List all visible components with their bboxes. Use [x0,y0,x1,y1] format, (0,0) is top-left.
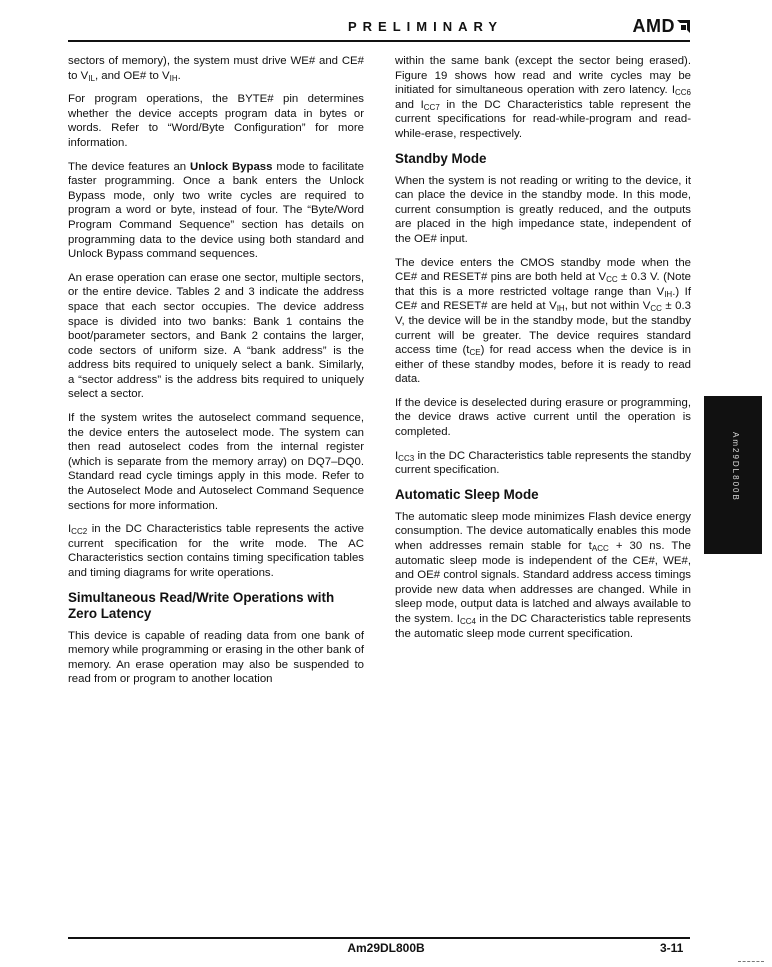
side-thumb-tab [704,396,762,554]
section-heading-sleep: Automatic Sleep Mode [395,486,539,502]
paragraph: The device enters the CMOS standby mode when the CE# and RESET# pins are both held at $V_{CC} \pm 0.3$ V. (Note that this is a more restricted voltage range than $V_{IH}$.) If CE# and RESET# are held at $V_{IH}$, but not within $V_{CC} \pm 0.3$ V, the device will be in the standby mode, but the standby current will be greater. The device requires standard access time $(t_{CE})$ for read access when the device is in either of these standby modes, before it is ready to read data. [395,256,691,386]
paragraph: within the same bank (except the sector being erased). Figure 19 shows how read and write cycles may be initiated for simultaneous operation with zero latency. $I_{CC6}$ and $I_{CC7}$ in the DC Characteristics table represent the current specifications for read-while-program and read-while-erase, respectively. [395,55,691,140]
footer-part-number: Am29DL800B [347,941,425,955]
unlock-bypass-term: Unlock Bypass [190,160,273,173]
paragraph: This device is capable of reading data from one bank of memory while programming or erasing in the other bank of memory. An erase operation may also be suspended to read from or program to another location [68,629,364,686]
paragraph: sectors of memory), the system must drive WE# and CE# to $V_{IL}$, and OE# to $V_{IH}$. [68,55,364,83]
footer-rule [68,937,690,939]
corner-scan-mark [738,961,764,962]
paragraph: An erase operation can erase one sector, multiple sectors, or the entire device. Tables 2 and 3 indicate the address space that each sector occupies. The device address space is divided into two banks: Bank 1 contains the boot/parameter sectors, and Bank 2 contains the larger, code sectors of uniform size. A “bank address” is the address bits required to uniquely select a bank. Similarly, a “sector address” is the address bits required to uniquely select a sector. [68,271,364,401]
paragraph: $I_{CC2}$ in the DC Characteristics table represents the active current specification for the write mode. The AC Characteristics section contains timing specification tables and timing diagrams for write operations. [68,523,364,579]
paragraph: $I_{CC3}$ in the DC Characteristics table represents the standby current specification. [395,449,691,477]
section-heading-standby: Standby Mode [395,150,487,166]
paragraph: If the system writes the autoselect command sequence, the device enters the autoselect mode. The system can then read autoselect codes from the internal register (which is separate from the memory array) on DQ7–DQ0. Standard read cycle timings apply in this mode. Refer to the Autoselect Mode and Autoselect Command Sequence sections for more information. [68,412,364,512]
section-heading-simultaneous: Simultaneous Read/Write Operations with Zero Latency [68,589,335,621]
paragraph: When the system is not reading or writing to the device, it can place the device in the standby mode. In this mode, current consumption is greatly reduced, and the outputs are placed in the high impedance state, independent of the OE# input. [395,174,691,245]
paragraph: For program operations, the BYTE# pin determines whether the device accepts program data in bytes or words. Refer to “Word/Byte Configuration” for more information. [68,93,364,149]
preliminary-label: PRELIMINARY [348,19,504,34]
header-rule [68,40,690,42]
side-tab-label: Am29DL800B [731,432,740,502]
left-column [68,54,364,696]
right-column [395,54,691,650]
paragraph: The automatic sleep mode minimizes Flash device energy consumption. The device automatically enables this mode when addresses remain stable for $t_{ACC} + 30$ ns. The automatic sleep mode is independent of the CE#, WE#, and OE# control signals. Standard address access timings provide new data when addresses are changed. While in sleep mode, output data is latched and always available to the system. $I_{CC4}$ in the DC Characteristics table represents the automatic sleep mode current specification. [395,510,692,640]
paragraph: The device features an Unlock Bypass mode to facilitate faster programming. Once a bank enters the Unlock Bypass mode, only two write cycles are required to program a word or byte, instead of four. The “Byte/Word Program Command Sequence” section has details on programming data to the device using both standard and Unlock Bypass command sequences. [68,160,364,261]
amd-logo [633,16,691,37]
amd-logo-text: AMD [632,16,675,36]
page-header [68,18,690,40]
amd-arrow-icon [677,20,690,33]
paragraph: If the device is deselected during erasure or programming, the device draws active current until the operation is completed. [395,396,691,439]
page-number: 3-11 [660,941,684,955]
